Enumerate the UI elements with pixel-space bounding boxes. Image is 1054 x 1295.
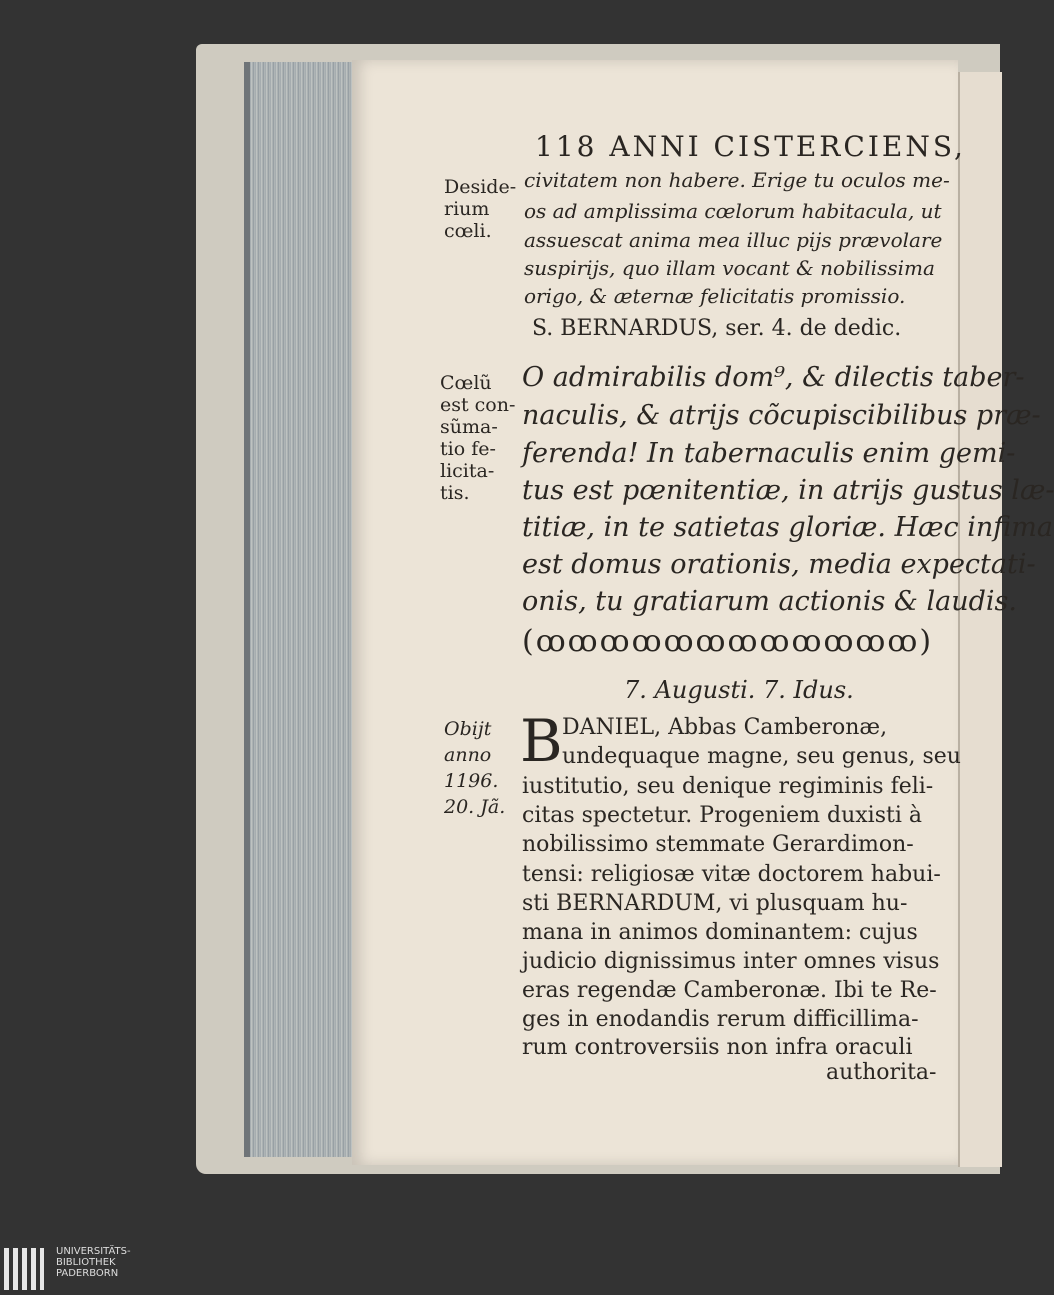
- ornament-divider: (ꚙꚙꚙꚙꚙꚙꚙꚙꚙꚙꚙꚙ): [522, 624, 934, 659]
- library-logo-icon: [4, 1248, 44, 1290]
- text-line: judicio dignissimus inter omnes visus: [522, 949, 940, 974]
- drop-cap: B: [520, 707, 563, 775]
- text-line: os ad amplissima cœlorum habitacula, ut: [524, 199, 942, 223]
- footer-bar: [0, 1244, 1000, 1295]
- section-heading: S. BERNARDUS, ser. 4. de dedic.: [532, 316, 902, 341]
- text-line: O admirabilis dom⁹, & dilectis taber-: [522, 362, 1025, 393]
- text-line: mana in animos dominantem: cujus: [522, 920, 918, 945]
- text-line: onis, tu gratiarum actionis & laudis.: [522, 586, 1017, 617]
- text-line: iustitutio, seu denique regiminis feli-: [522, 774, 934, 799]
- text-line: suspirijs, quo illam vocant & nobilissima: [524, 256, 935, 280]
- margin-note-coelum: Cœlũ est con- sũma- tio fe- licita- tis.: [440, 372, 516, 504]
- page-edges: [244, 62, 362, 1157]
- text-line: nobilissimo stemmate Gerardimon-: [522, 832, 914, 857]
- facing-page-edge: [958, 72, 1002, 1167]
- running-head: 118 ANNI CISTERCIENS,: [535, 130, 966, 163]
- text-line: ges in enodandis rerum difficillima-: [522, 1007, 919, 1032]
- date-heading: 7. Augusti. 7. Idus.: [624, 676, 854, 704]
- text-line: ferenda! In tabernaculis enim gemi-: [522, 438, 1016, 469]
- text-line: titiæ, in te satietas gloriæ. Hæc infima: [522, 512, 1053, 543]
- margin-note-desiderium: Deside- rium cœli.: [444, 176, 517, 242]
- text-line: rum controversiis non infra oraculi: [522, 1035, 913, 1060]
- margin-note-obiit: Obijt anno 1196. 20. Jã.: [444, 718, 506, 818]
- text-line: sti BERNARDUM, vi plusquam hu-: [522, 891, 908, 916]
- text-line: tus est pœnitentiæ, in atrijs gustus læ-: [522, 475, 1054, 506]
- text-line: DANIEL, Abbas Camberonæ,: [562, 715, 888, 740]
- text-line: citas spectetur. Progeniem duxisti à: [522, 803, 922, 828]
- text-line: undequaque magne, seu genus, seu: [562, 744, 961, 769]
- text-line: tensi: religiosæ vitæ doctorem habui-: [522, 862, 941, 887]
- text-line: est domus orationis, media expectati-: [522, 549, 1036, 580]
- text-line: eras regendæ Camberonæ. Ibi te Re-: [522, 978, 937, 1003]
- text-line: naculis, & atrijs cõcupiscibilibus præ-: [522, 400, 1041, 431]
- text-line: origo, & æternæ felicitatis promissio.: [524, 284, 906, 308]
- text-line: civitatem non habere. Erige tu oculos me-: [524, 168, 950, 192]
- text-line: assuescat anima mea illuc pijs prævolare: [524, 228, 943, 252]
- library-name: UNIVERSITÄTS- BIBLIOTHEK PADERBORN: [56, 1246, 131, 1279]
- catchword: authorita-: [826, 1060, 937, 1085]
